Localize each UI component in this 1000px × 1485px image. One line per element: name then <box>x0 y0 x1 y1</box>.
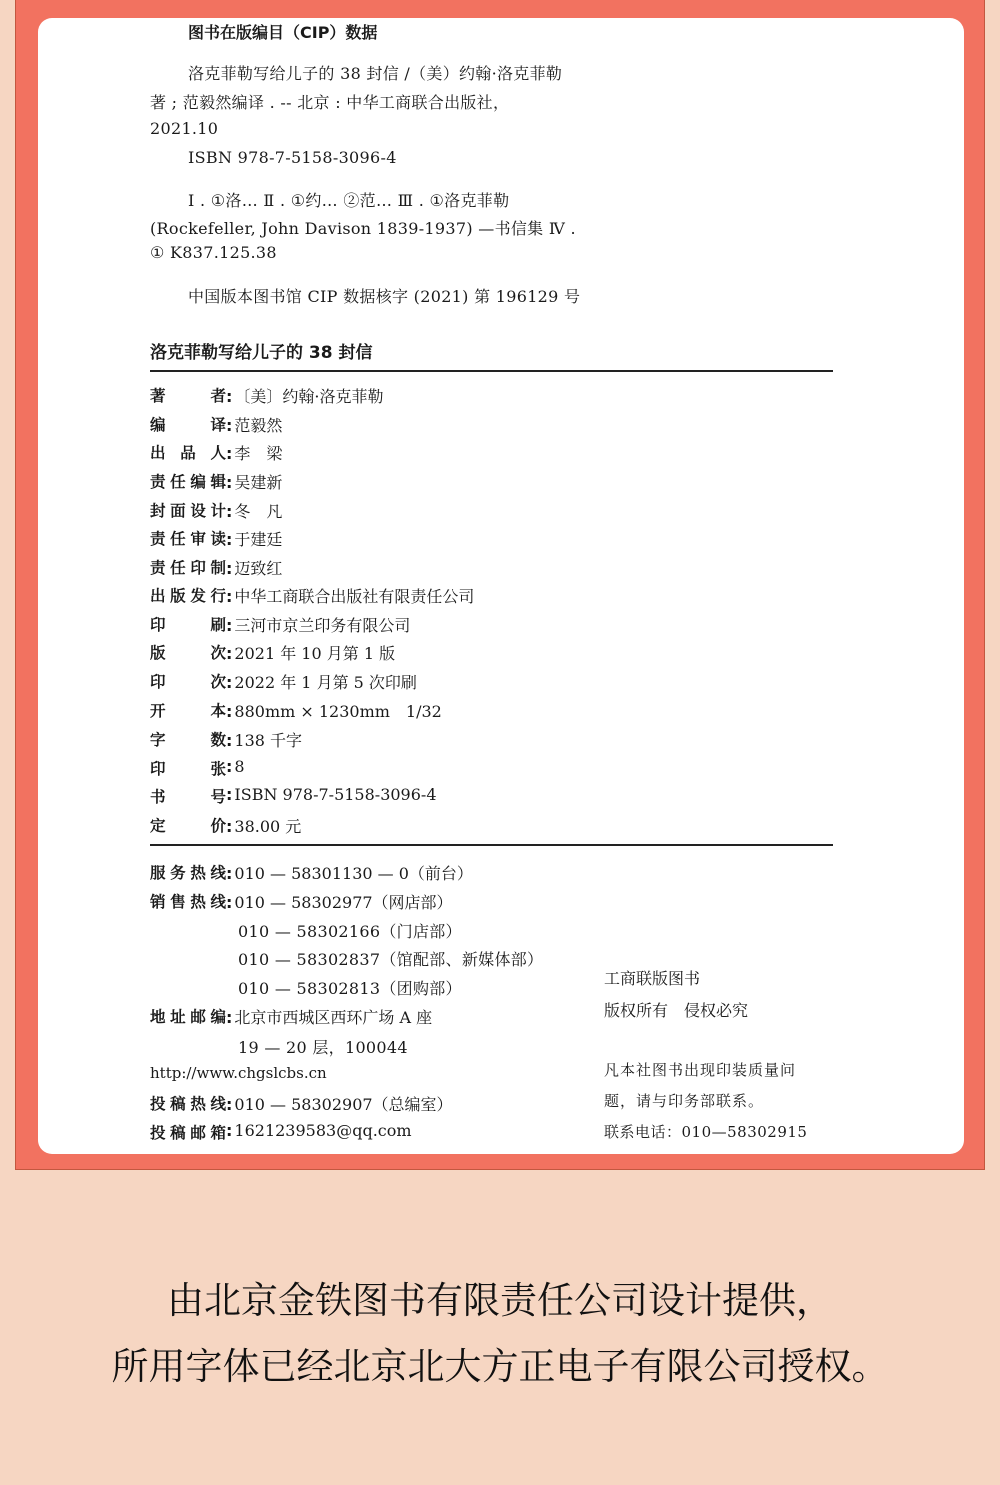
credit-label: 定价 <box>150 817 226 835</box>
credit-label: 书号 <box>150 788 226 806</box>
contact-label: 销售热线 <box>150 893 226 911</box>
credit-value: 李 梁 <box>234 444 283 463</box>
credit-row: 出版发行: 中华工商联合出版社有限责任公司 <box>150 584 474 607</box>
credit-value: ISBN 978-7-5158-3096-4 <box>234 785 437 804</box>
cip-line: (Rockefeller, John Davison 1839-1937) —书信集 Ⅳ . <box>150 219 576 238</box>
cip-heading: 图书在版编目（CIP）数据 <box>188 23 378 42</box>
credit-label: 编译 <box>150 416 226 434</box>
credit-row: 书号: ISBN 978-7-5158-3096-4 <box>150 785 437 806</box>
credit-value: 于建廷 <box>234 530 283 549</box>
submission-hotline: 投稿热线: 010 — 58302907（总编室） <box>150 1092 453 1115</box>
credit-row: 封面设计: 冬 凡 <box>150 499 282 522</box>
contact-value: 010 — 58302166（门店部） <box>238 922 462 941</box>
cip-line: 2021.10 <box>150 119 219 138</box>
credit-row: 版次: 2021 年 10 月第 1 版 <box>150 641 395 664</box>
credit-label: 著者 <box>150 387 226 405</box>
contact-value: 010 — 58302837（馆配部、新媒体部） <box>238 950 544 969</box>
credit-row: 定价: 38.00 元 <box>150 814 301 837</box>
footer-line: 所用字体已经北京北大方正电子有限公司授权。 <box>111 1345 889 1388</box>
credit-label: 出版发行 <box>150 587 226 605</box>
credit-value: 迈致红 <box>234 559 283 578</box>
credit-value: 2022 年 1 月第 5 次印刷 <box>234 673 417 692</box>
credit-row: 责任审读: 于建廷 <box>150 527 282 550</box>
website-link[interactable]: http://www.chgslcbs.cn <box>150 1064 327 1082</box>
address: 地址邮编: 北京市西城区西环广场 A 座 <box>150 1005 432 1028</box>
service-hotline: 服务热线: 010 — 58301130 — 0（前台） <box>150 861 473 884</box>
credit-value: 三河市京兰印务有限公司 <box>234 616 411 635</box>
credit-row: 印张: 8 <box>150 757 245 778</box>
credit-label: 开本 <box>150 702 226 720</box>
divider <box>150 370 833 372</box>
credit-row: 责任编辑: 吴建新 <box>150 470 282 493</box>
cip-line: 中国版本图书馆 CIP 数据核字 (2021) 第 196129 号 <box>188 287 581 306</box>
contact-value: 010 — 58302907（总编室） <box>234 1095 453 1114</box>
contact-value: 19 — 20 层，100044 <box>238 1038 408 1057</box>
credit-row: 著者: 〔美〕约翰·洛克菲勒 <box>150 384 384 407</box>
credit-row: 编译: 范毅然 <box>150 413 282 436</box>
credit-row: 责任印制: 迈致红 <box>150 556 282 579</box>
credit-label: 责任印制 <box>150 559 226 577</box>
credit-label: 印次 <box>150 673 226 691</box>
contact-phone: 联系电话：010—58302915 <box>604 1123 808 1141</box>
contact-value: 北京市西城区西环广场 A 座 <box>234 1008 433 1027</box>
cip-line: 洛克菲勒写给儿子的 38 封信 /（美）约翰·洛克菲勒 <box>188 64 563 83</box>
credit-label: 印张 <box>150 760 226 778</box>
credit-value: 138 千字 <box>234 731 303 750</box>
submission-email: 投稿邮箱: 1621239583@qq.com <box>150 1121 412 1142</box>
credit-value: 冬 凡 <box>234 502 283 521</box>
cip-line: 著 ; 范毅然编译 . -- 北京 : 中华工商联合出版社， <box>150 93 510 112</box>
credit-label: 印刷 <box>150 616 226 634</box>
credit-value: 38.00 元 <box>234 817 302 836</box>
rights-line: 工商联版图书 <box>604 969 701 988</box>
credit-row: 出品人: 李 梁 <box>150 441 282 464</box>
credit-label: 出品人 <box>150 444 226 462</box>
credit-row: 字数: 138 千字 <box>150 728 302 751</box>
credit-row: 印次: 2022 年 1 月第 5 次印刷 <box>150 670 417 693</box>
contact-label: 服务热线 <box>150 864 226 882</box>
contact-value: 010 — 58302977（网店部） <box>234 893 453 912</box>
contact-value: 010 — 58301130 — 0（前台） <box>234 864 473 883</box>
credit-value: 2021 年 10 月第 1 版 <box>234 644 396 663</box>
footer-line: 由北京金铁图书有限责任公司设计提供， <box>167 1279 833 1322</box>
credit-row: 开本: 880mm × 1230mm 1/32 <box>150 699 442 722</box>
sales-hotline: 销售热线: 010 — 58302977（网店部） <box>150 890 453 913</box>
quality-notice: 题，请与印务部联系。 <box>604 1092 765 1110</box>
cip-line: ① K837.125.38 <box>150 243 277 262</box>
email-link[interactable]: 1621239583@qq.com <box>234 1121 412 1140</box>
credit-value: 〔美〕约翰·洛克菲勒 <box>234 387 384 406</box>
contact-label: 地址邮编 <box>150 1008 226 1026</box>
credit-value: 8 <box>234 757 245 776</box>
divider <box>150 844 833 846</box>
credit-label: 责任审读 <box>150 530 226 548</box>
credit-value: 中华工商联合出版社有限责任公司 <box>234 587 475 606</box>
credit-value: 吴建新 <box>234 473 283 492</box>
credit-label: 封面设计 <box>150 502 226 520</box>
contact-label: 投稿邮箱 <box>150 1124 226 1142</box>
contact-label: 投稿热线 <box>150 1095 226 1113</box>
credit-row: 印刷: 三河市京兰印务有限公司 <box>150 613 410 636</box>
credit-label: 版次 <box>150 644 226 662</box>
contact-value: 010 — 58302813（团购部） <box>238 979 462 998</box>
credit-label: 责任编辑 <box>150 473 226 491</box>
credit-value: 范毅然 <box>234 416 283 435</box>
cip-line: ISBN 978-7-5158-3096-4 <box>188 148 397 167</box>
rights-line: 版权所有 侵权必究 <box>604 1001 749 1020</box>
cip-line: Ⅰ . ①洛… Ⅱ . ①约… ②范… Ⅲ . ①洛克菲勒 <box>188 191 510 210</box>
book-title: 洛克菲勒写给儿子的 38 封信 <box>150 343 373 363</box>
credit-value: 880mm × 1230mm 1/32 <box>234 702 442 721</box>
credit-label: 字数 <box>150 731 226 749</box>
quality-notice: 凡本社图书出现印装质量问 <box>604 1061 797 1079</box>
